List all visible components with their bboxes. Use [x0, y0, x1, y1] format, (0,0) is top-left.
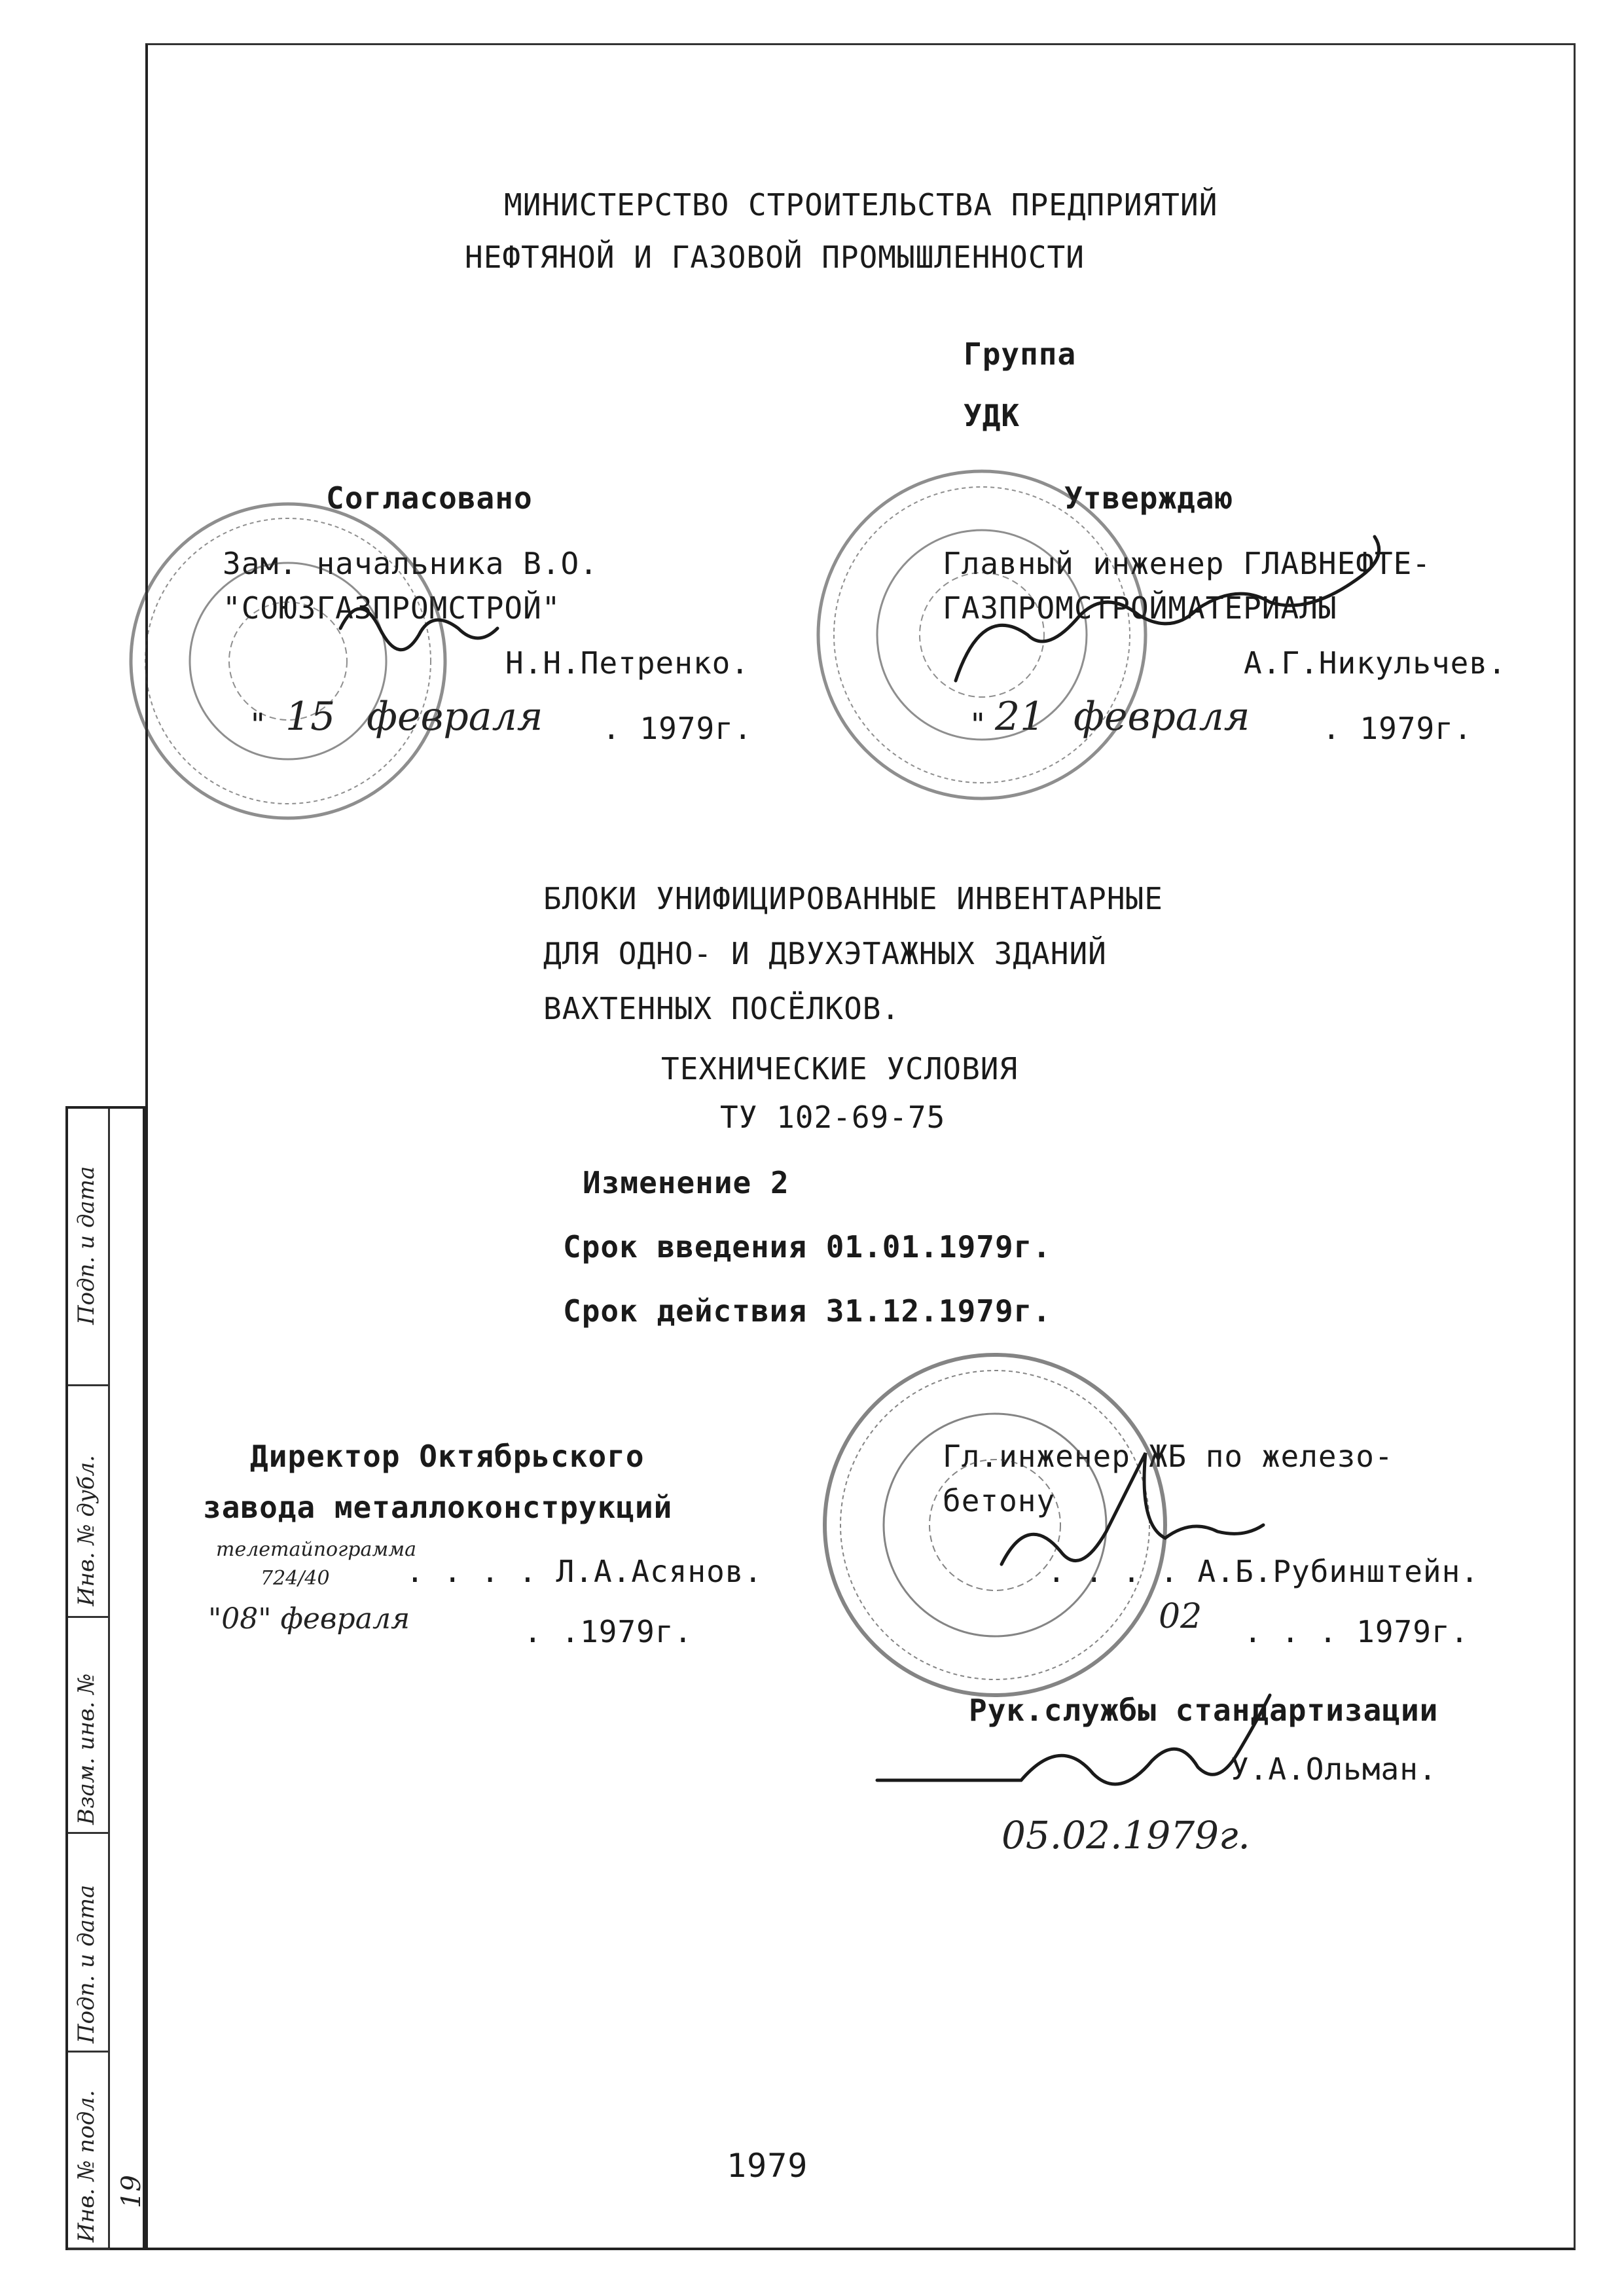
approved-position: Главный инженер ГЛАВНЕФТЕ-: [943, 546, 1432, 581]
group-label: Группа: [964, 336, 1077, 372]
agreed-heading: Согласовано: [326, 480, 533, 516]
director-line-1: Директор Октябрьского: [250, 1439, 645, 1474]
signature-petrenko: [340, 609, 497, 650]
signature-rubinshtein: [1001, 1453, 1263, 1564]
director-date-handwritten: "08" февраля: [208, 1602, 410, 1636]
engineer-year: . . . 1979г.: [1244, 1614, 1470, 1649]
approved-name: А.Г.Никульчев.: [1244, 645, 1507, 681]
footer-year: 1979: [727, 2147, 808, 2185]
standards-date-handwritten: 05.02.1979г.: [1001, 1813, 1250, 1857]
intro-date: Срок введения 01.01.1979г.: [563, 1229, 1052, 1265]
spec-title: ТЕХНИЧЕСКИЕ УСЛОВИЯ: [661, 1051, 1019, 1086]
side-label: Инв. № дубл.: [73, 1455, 99, 1606]
agreed-position: Зам. начальника В.О.: [223, 546, 598, 581]
round-seal-left: [131, 504, 445, 818]
director-note-number-handwritten: 724/40: [261, 1567, 330, 1590]
director-name: . . . . Л.А.Асянов.: [406, 1554, 763, 1589]
approved-heading: Утверждаю: [1064, 480, 1234, 516]
title-line-2: ДЛЯ ОДНО- И ДВУХЭТАЖНЫХ ЗДАНИЙ: [543, 936, 1107, 971]
agreed-year: . 1979г.: [602, 711, 753, 746]
side-label: Подп. и дата: [73, 1166, 99, 1325]
approved-day-handwritten: 21: [995, 694, 1045, 740]
side-handwritten-note: 19: [117, 2175, 147, 2208]
approved-month-handwritten: февраля: [1074, 694, 1250, 740]
standards-heading: Рук.службы стандартизации: [969, 1693, 1439, 1728]
side-label: Подп. и дата: [73, 1884, 99, 2043]
director-note-handwritten: телетайпограмма: [216, 1538, 416, 1561]
agreed-month-handwritten: февраля: [367, 694, 543, 740]
round-seal-lower: [825, 1355, 1165, 1695]
change-number: Изменение 2: [583, 1165, 789, 1200]
agreed-org: "СОЮЗГАЗПРОМСТРОЙ": [223, 590, 561, 626]
title-line-3: ВАХТЕННЫХ ПОСЁЛКОВ.: [543, 991, 901, 1026]
engineer-line-2: бетону: [943, 1483, 1056, 1518]
ministry-line-1: МИНИСТЕРСТВО СТРОИТЕЛЬСТВА ПРЕДПРИЯТИЙ: [504, 187, 1218, 223]
agreed-day-handwritten: 15: [285, 694, 336, 740]
ministry-line-2: НЕФТЯНОЙ И ГАЗОВОЙ ПРОМЫШЛЕННОСТИ: [465, 240, 1085, 275]
approved-year: . 1979г.: [1322, 711, 1473, 746]
director-year: . .1979г.: [524, 1614, 693, 1649]
engineer-date-handwritten: 02: [1159, 1597, 1202, 1636]
approved-date-open: ": [969, 707, 988, 742]
side-label: Взам. инв. №: [73, 1673, 99, 1825]
signature-nikulchev: [956, 537, 1379, 681]
director-line-2: завода металлоконструкций: [203, 1490, 673, 1525]
udk-label: УДК: [964, 398, 1020, 433]
approved-org: ГАЗПРОМСТРОЙМАТЕРИАЛЫ: [943, 590, 1337, 626]
side-label: Инв. № подл.: [73, 2090, 99, 2242]
title-line-1: БЛОКИ УНИФИЦИРОВАННЫЕ ИНВЕНТАРНЫЕ: [543, 881, 1163, 916]
signature-olman: [877, 1695, 1270, 1784]
spec-code: ТУ 102-69-75: [720, 1100, 946, 1135]
agreed-date-open: ": [249, 707, 268, 742]
engineer-line-1: Гл.инженер ЖБ по железо-: [943, 1439, 1394, 1474]
valid-date: Срок действия 31.12.1979г.: [563, 1293, 1052, 1329]
standards-name: У.А.Ольман.: [1231, 1751, 1437, 1787]
agreed-name: Н.Н.Петренко.: [505, 645, 750, 681]
engineer-name: . . . . А.Б.Рубинштейн.: [1047, 1554, 1479, 1589]
